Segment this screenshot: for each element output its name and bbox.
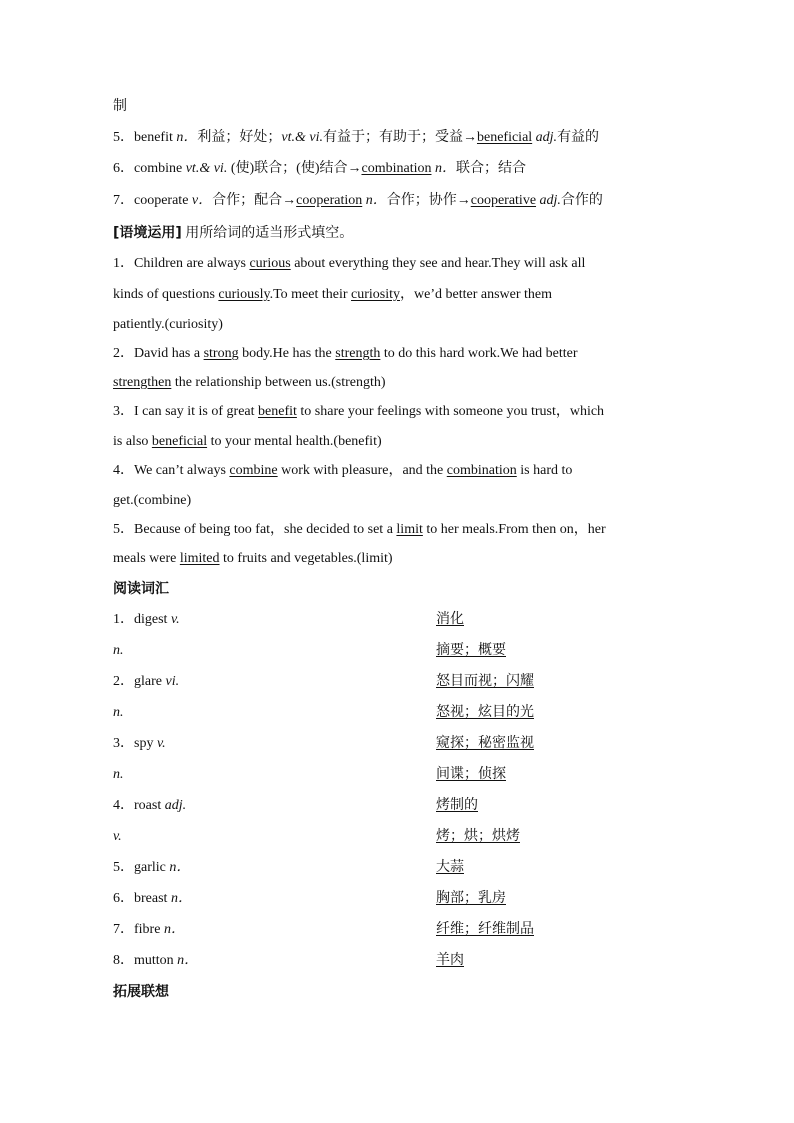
vocab-row: 5．garlic n． (113, 860, 191, 875)
exercise-2-line-1: 2．David has a strong body.He has the strength to do this hard work.We had better (113, 346, 578, 361)
section-heading-expand: 拓展联想 (113, 984, 169, 1000)
vocab-answer: 怒目而视；闪耀 (436, 674, 534, 689)
vocab-row: n. (113, 643, 124, 658)
vocab-row: n. (113, 767, 124, 782)
answer-blank: combination (361, 161, 432, 176)
vocab-row: 8．mutton n． (113, 953, 199, 968)
vocab-answer: 烤；烘；烘烤 (436, 829, 520, 844)
answer-blank: cooperation (296, 193, 363, 208)
vocab-answer: 消化 (436, 612, 464, 627)
vocab-answer: 怒视；炫目的光 (436, 705, 534, 720)
vocab-answer: 胸部；乳房 (436, 891, 506, 906)
vocab-row: 4．roast adj. (113, 798, 187, 813)
exercise-5-line-1: 5．Because of being too fat，she decided to set a limit to her meals.From then on，her (113, 522, 606, 537)
exercise-1-line-3: patiently.(curiosity) (113, 317, 223, 332)
vocab-row: 6．breast n． (113, 891, 192, 906)
answer-blank: cooperative (470, 193, 537, 208)
vocab-answer: 摘要；概要 (436, 643, 506, 658)
exercise-4-line-1: 4．We can’t always combine work with pleasure，and the combination is hard to (113, 463, 573, 478)
section-heading-reading: 阅读词汇 (113, 581, 169, 597)
exercise-3-line-1: 3．I can say it is of great benefit to share your feelings with someone you trust，which (113, 404, 605, 419)
exercise-2-line-2: strengthen the relationship between us.(strength) (113, 375, 386, 390)
vocab-answer: 窥探；秘密监视 (436, 736, 534, 751)
vocab-answer: 间谍；侦探 (436, 767, 506, 782)
exercise-3-line-2: is also beneficial to your mental health.(benefit) (113, 434, 382, 449)
continued-text: 制 (113, 99, 127, 114)
exercise-4-line-2: get.(combine) (113, 493, 192, 508)
vocab-row: 3．spy v. (113, 736, 166, 751)
vocab-row: 7．fibre n． (113, 922, 185, 937)
derivation-item-7: 7．cooperate v．合作；配合→cooperation n．合作；协作→cooperative adj.合作的 (113, 193, 603, 208)
vocab-row: 2．glare vi. (113, 674, 180, 689)
vocab-answer: 大蒜 (436, 860, 464, 875)
vocab-answer: 纤维；纤维制品 (436, 922, 534, 937)
vocab-answer: 烤制的 (436, 798, 478, 813)
exercise-1-line-1: 1．Children are always curious about everything they see and hear.They will ask all (113, 256, 586, 271)
answer-blank: beneficial (476, 130, 533, 145)
derivation-item-6: 6．combine vt.& vi. (使)联合；(使)结合→combination n．联合；结合 (113, 161, 526, 176)
vocab-row: 1．digest v. (113, 612, 180, 627)
vocab-row: v. (113, 829, 122, 844)
exercise-5-line-2: meals were limited to fruits and vegetables.(limit) (113, 551, 393, 566)
exercise-1-line-2: kinds of questions curiously.To meet their curiosity，we’d better answer them (113, 287, 553, 302)
context-instruction: [语境运用] 用所给词的适当形式填空。 (113, 225, 354, 241)
vocab-answer: 羊肉 (436, 953, 464, 968)
vocab-row: n. (113, 705, 124, 720)
derivation-item-5: 5．benefit n．利益；好处；vt.& vi.有益于；有助于；受益→beneficial adj.有益的 (113, 130, 600, 145)
